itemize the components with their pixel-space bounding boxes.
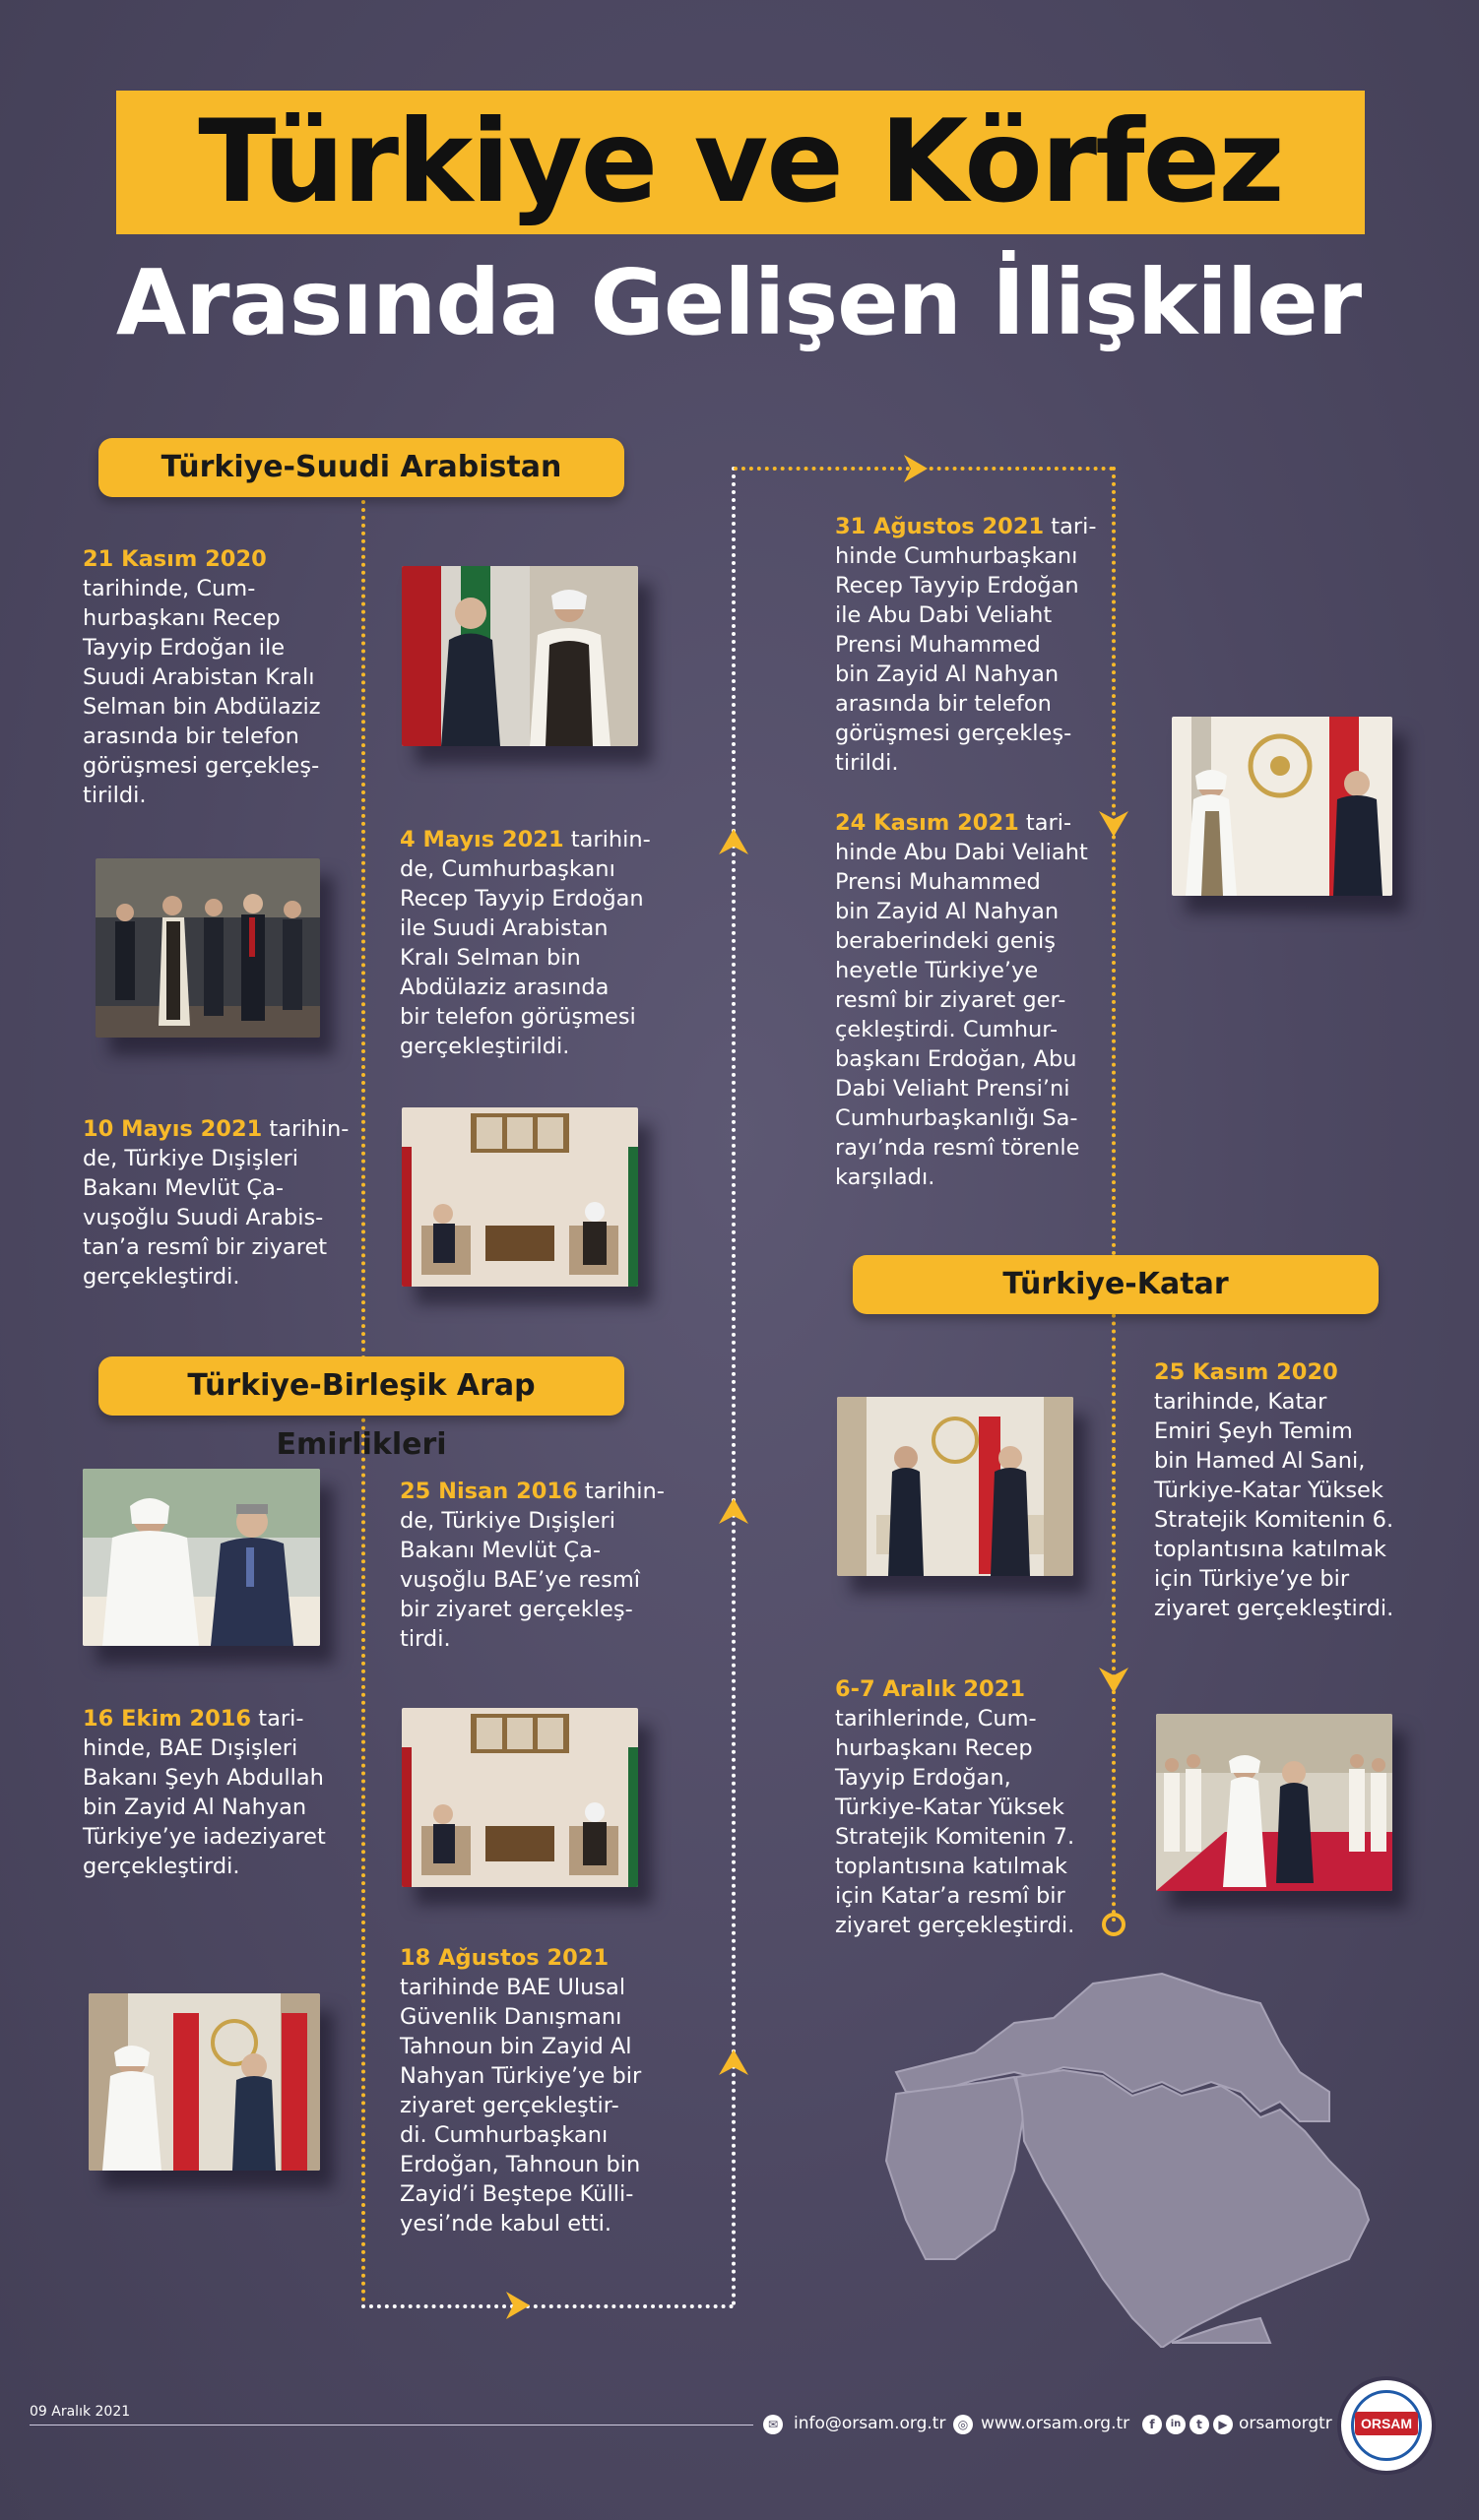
event-line: bin Zayid Al Nahyan	[835, 662, 1060, 687]
event-line: Türkiye-Katar Yüksek	[835, 1795, 1064, 1820]
event-line: toplantısına katılmak	[1154, 1537, 1386, 1562]
timeline-end-circle-icon	[1104, 1915, 1124, 1934]
event-line: başkanı Erdoğan, Abu	[835, 1046, 1077, 1072]
event-line: hinde Abu Dabi Veliaht	[835, 840, 1088, 865]
event-line: tari-	[251, 1706, 304, 1732]
event-line: de, Cumhurbaşkanı	[400, 856, 615, 882]
event-line: Prensi Muhammed	[835, 869, 1041, 895]
event-line: gerçekleştirdi.	[83, 1264, 240, 1290]
event-date: 18 Ağustos 2021	[400, 1945, 610, 1971]
event-line: yesi’nde kabul etti.	[400, 2211, 612, 2236]
event-line: Prensi Muhammed	[835, 632, 1041, 658]
event-line: ile Abu Dabi Veliaht	[835, 602, 1053, 628]
event-line: tari-	[1018, 810, 1072, 836]
youtube-icon[interactable]: ▶	[1213, 2415, 1233, 2434]
arrow-down-icon	[1099, 811, 1128, 837]
event-date: 16 Ekim 2016	[83, 1706, 252, 1732]
event-line: Tayyip Erdoğan ile	[83, 635, 286, 661]
event-line: bir ziyaret gerçekleş-	[400, 1597, 633, 1622]
event-line: Bakanı Mevlüt Ça-	[83, 1175, 284, 1201]
footer-web-link[interactable]: www.orsam.org.tr	[981, 2414, 1130, 2433]
linkedin-icon[interactable]: in	[1166, 2415, 1186, 2434]
event-25-nisan-2016	[400, 1477, 665, 1654]
event-line: tirildi.	[83, 783, 147, 808]
event-line: Tahnoun bin Zayid Al	[400, 2034, 632, 2059]
event-date: 31 Ağustos 2021	[835, 514, 1045, 539]
event-line: tan’a resmî bir ziyaret	[83, 1234, 328, 1260]
event-line: ziyaret gerçekleştir-	[400, 2093, 619, 2118]
arrow-up-icon	[719, 2049, 748, 2075]
event-line: Recep Tayyip Erdoğan	[835, 573, 1079, 598]
footer-divider	[30, 2425, 753, 2426]
facebook-icon[interactable]: f	[1142, 2415, 1162, 2434]
event-line: Nahyan Türkiye’ye bir	[400, 2063, 642, 2089]
event-line: Kralı Selman bin	[400, 945, 581, 971]
event-line: Bakanı Mevlüt Ça-	[400, 1538, 601, 1563]
event-line: tarihinde BAE Ulusal	[400, 1975, 626, 2000]
event-line: Türkiye-Katar Yüksek	[1154, 1478, 1383, 1503]
event-line: hurbaşkanı Recep	[83, 605, 281, 631]
event-date: 6-7 Aralık 2021	[835, 1676, 1026, 1702]
arrow-up-icon	[719, 829, 748, 854]
event-date: 25 Kasım 2020	[1154, 1359, 1338, 1385]
event-line: Cumhurbaşkanlığı Sa-	[835, 1105, 1078, 1131]
event-line: hinde, BAE Dışişleri	[83, 1735, 298, 1761]
footer-social-handle[interactable]: orsamorgtr	[1239, 2414, 1332, 2433]
middle-east-map-illustration	[867, 1964, 1379, 2348]
mail-icon: ✉	[763, 2415, 783, 2434]
photo-erdogan-doha-ceremony	[1156, 1714, 1392, 1891]
event-line: vuşoğlu Suudi Arabis-	[83, 1205, 324, 1230]
event-line: Suudi Arabistan Kralı	[83, 664, 315, 690]
event-line: Recep Tayyip Erdoğan	[400, 886, 644, 912]
event-date: 21 Kasım 2020	[83, 546, 267, 572]
event-date: 24 Kasım 2021	[835, 810, 1019, 836]
arrow-up-icon	[719, 1498, 748, 1524]
globe-icon: ◎	[953, 2415, 973, 2434]
event-line: arasında bir telefon	[83, 724, 299, 749]
event-line: ziyaret gerçekleştirdi.	[835, 1913, 1075, 1938]
event-line: resmî bir ziyaret ger-	[835, 987, 1066, 1013]
event-16-ekim-2016	[83, 1704, 326, 1881]
event-line: görüşmesi gerçekleş-	[835, 721, 1072, 746]
event-line: gerçekleştirdi.	[83, 1854, 240, 1879]
event-line: Emiri Şeyh Temim	[1154, 1418, 1353, 1444]
event-line: Bakanı Şeyh Abdullah	[83, 1765, 324, 1791]
event-line: bin Zayid Al Nahyan	[83, 1795, 307, 1820]
event-line: tarihin-	[262, 1116, 350, 1142]
event-4-mayis-2021	[400, 825, 651, 1061]
event-line: arasında bir telefon	[835, 691, 1052, 717]
section-title-qatar: Türkiye-Katar	[853, 1255, 1379, 1314]
event-line: di. Cumhurbaşkanı	[400, 2122, 609, 2148]
event-line: Erdoğan, Tahnoun bin	[400, 2152, 641, 2177]
footer-email-link[interactable]: info@orsam.org.tr	[794, 2414, 946, 2433]
photo-temim-erdogan-ankara	[837, 1397, 1073, 1576]
event-line: Dabi Veliaht Prensi’ni	[835, 1076, 1070, 1102]
photo-erdogan-salman-handshake	[402, 566, 638, 746]
event-line: çekleştirdi. Cumhur-	[835, 1017, 1059, 1042]
photo-cavusoglu-uae-meeting	[83, 1469, 320, 1646]
event-line: toplantısına katılmak	[835, 1854, 1067, 1879]
event-date: 4 Mayıs 2021	[400, 827, 564, 852]
event-line: rayı’nda resmî törenle	[835, 1135, 1080, 1161]
event-line: tarihlerinde, Cum-	[835, 1706, 1037, 1732]
event-line: Türkiye’ye iadeziyaret	[83, 1824, 326, 1850]
event-line: için Katar’a resmî bir	[835, 1883, 1065, 1909]
event-line: gerçekleştirildi.	[400, 1034, 570, 1059]
event-line: tarihin-	[563, 827, 651, 852]
main-title: Türkiye ve Körfez	[198, 95, 1283, 228]
event-line: Selman bin Abdülaziz	[83, 694, 321, 720]
event-10-mayis-2021	[83, 1114, 349, 1292]
event-6-7-aralik-2021	[835, 1674, 1074, 1940]
event-line: heyetle Türkiye’ye	[835, 958, 1039, 983]
event-line: görüşmesi gerçekleş-	[83, 753, 320, 779]
event-line: tirdi.	[400, 1626, 451, 1652]
arrow-right-icon	[904, 455, 928, 482]
event-line: bin Zayid Al Nahyan	[835, 899, 1060, 924]
event-line: tari-	[1044, 514, 1097, 539]
event-line: Stratejik Komitenin 7.	[835, 1824, 1075, 1850]
main-subtitle: Arasında Gelişen İlişkiler	[115, 250, 1362, 355]
event-21-kasim-2020	[83, 544, 321, 810]
event-line: beraberindeki geniş	[835, 928, 1056, 954]
event-line: Güvenlik Danışmanı	[400, 2004, 622, 2030]
event-line: tarihinde, Katar	[1154, 1389, 1327, 1415]
event-line: hurbaşkanı Recep	[835, 1735, 1033, 1761]
event-line: Abdülaziz arasında	[400, 975, 610, 1000]
event-date: 10 Mayıs 2021	[83, 1116, 263, 1142]
event-line: bir telefon görüşmesi	[400, 1004, 636, 1030]
photo-saudi-delegation-walk	[96, 858, 320, 1038]
event-line: tirildi.	[835, 750, 899, 776]
event-line: de, Türkiye Dışişleri	[400, 1508, 616, 1534]
orsam-logo	[1341, 2380, 1432, 2471]
event-line: tarihinde, Cum-	[83, 576, 256, 601]
event-line: Stratejik Komitenin 6.	[1154, 1507, 1394, 1533]
event-24-kasim-2021	[835, 808, 1088, 1192]
event-25-kasim-2020	[1154, 1357, 1393, 1623]
event-date: 25 Nisan 2016	[400, 1479, 578, 1504]
arrow-down-icon	[1099, 1668, 1128, 1693]
event-31-agustos-2021	[835, 512, 1097, 778]
event-line: ziyaret gerçekleştirdi.	[1154, 1596, 1394, 1621]
arrow-right-icon	[506, 2292, 530, 2319]
event-line: hinde Cumhurbaşkanı	[835, 543, 1078, 569]
photo-cavusoglu-riyadh-meeting	[402, 1107, 638, 1287]
event-18-agustos-2021	[400, 1943, 641, 2238]
event-line: de, Türkiye Dışişleri	[83, 1146, 299, 1171]
event-line: için Türkiye’ye bir	[1154, 1566, 1350, 1592]
photo-tahnoun-erdogan-bestepe	[89, 1993, 320, 2171]
footer-date: 09 Aralık 2021	[30, 2404, 131, 2420]
event-line: ile Suudi Arabistan	[400, 915, 609, 941]
event-line: Zayid’i Beştepe Külli-	[400, 2181, 634, 2207]
section-title-saudi: Türkiye-Suudi Arabistan	[98, 438, 624, 497]
event-line: Tayyip Erdoğan,	[835, 1765, 1011, 1791]
event-line: tarihin-	[577, 1479, 665, 1504]
photo-bin-zayid-ankara-ceremony	[1172, 717, 1392, 896]
section-title-uae: Türkiye-Birleşik Arap Emirlikleri	[98, 1356, 624, 1416]
event-line: karşıladı.	[835, 1165, 935, 1190]
orsam-logo-text: ORSAM	[1355, 2412, 1418, 2435]
twitter-icon[interactable]: t	[1190, 2415, 1209, 2434]
event-line: bin Hamed Al Sani,	[1154, 1448, 1366, 1474]
event-line: vuşoğlu BAE’ye resmî	[400, 1567, 641, 1593]
photo-bin-zayid-riyadh-meeting	[402, 1708, 638, 1887]
